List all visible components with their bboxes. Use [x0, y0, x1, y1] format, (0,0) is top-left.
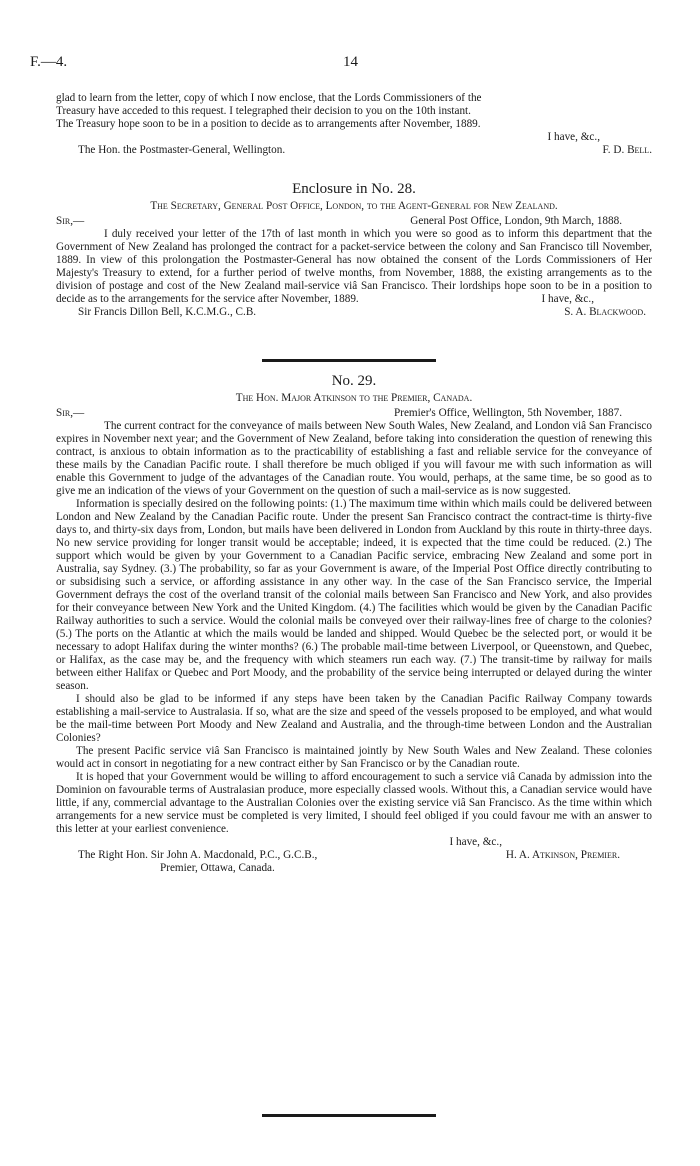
addressee-line-2: Premier, Ottawa, Canada.: [160, 862, 275, 874]
letter-line: Treasury have acceded to this request. I telegraphed their decision to you on the 10th instant.: [56, 105, 471, 117]
letter-body: I duly received your letter of the 17th of last month in which you were so good as to inform this department that the Government of New Zealand has prolonged the contract for a packet-service between the colony and San Francisco till November, 1889. In view of this prolongation the Postmaster-General has now obtained the consent of the Lords Commissioners of Her Majesty's Treasury to extend, for a further period of twelve months, from November, 1888, the existing arrangements as to the division of postage and cost of the New Zealand mail-service viâ San Francisco. Their lordships hope soon to be in a position to decide as to the arrangements for the service after November, 1889.: [56, 228, 652, 305]
section-divider: [262, 1114, 436, 1117]
document-reference: F.—4.: [30, 54, 68, 70]
closing: I have, &c.,: [541, 293, 594, 305]
letter-line: The Treasury hope soon to be in a position to decide as to arrangements after November, 1889.: [56, 118, 481, 130]
section-subtitle: The Hon. Major Atkinson to the Premier, Canada.: [235, 392, 473, 404]
enclosure-section: [56, 180, 652, 319]
addressee: The Hon. the Postmaster-General, Wellington.: [78, 144, 286, 156]
letter-no-29: [56, 372, 652, 875]
place-date: Premier's Office, Wellington, 5th November, 1887.: [394, 407, 622, 419]
top-letter: [56, 92, 652, 157]
closing: I have, &c.,: [547, 131, 600, 143]
section-subtitle: The Secretary, General Post Office, London, to the Agent-General for New Zealand.: [150, 200, 558, 212]
salutation: Sir,—: [56, 407, 85, 419]
closing: I have, &c.,: [449, 836, 502, 848]
paragraph: Information is specially desired on the following points: (1.) The maximum time within which mails could be delivered between London and New Zealand by the Canadian Pacific route. Under the present San Francisco contract the contract-time is thirty-five days to, and thirty-six days from, London, but mails have been delivered in London from Auckland by this route in thirty-three days. No new service providing for longer transit would be acceptable; indeed, it is expected that the time could be reduced. (2.) The support which would be given by your Government to a Canadian Pacific service, embracing New Zealand and some port in Australia, say Sydney. (3.) The probability, so far as your Government is aware, of the Imperial Post Office directly contributing to or subsidising such a service, or affording assistance in any other way. In the case of the San Francisco service, the Imperial Government defrays the cost of the overland transit of the colonial mails between San Francisco and New York, and also provides for their conveyance between New York and the United Kingdom. (4.) The facilities which would be given by the Canadian Pacific Railway authorities to such a service. Would the colonial mails be conveyed over their railway-lines free of charge to the colonies? (5.) The ports on the Atlantic at which the mails would be landed and shipped. Would Quebec be the selected port, or would it be necessary to adopt Halifax during the winter months? (6.) The probable mail-time between Liverpool, or Queenstown, and Quebec, or Halifax, as the case may be, and the frequency with which steamers run each way. (7.) The transit-time by railway for mails between either Halifax or Quebec and Port Moody, and the probability of the service being interrupted or delayed during the winter season.: [56, 498, 652, 692]
signature: S. A. Blackwood.: [564, 306, 646, 318]
page-number: 14: [343, 54, 358, 70]
section-heading: Enclosure in No. 28.: [292, 181, 416, 197]
place-date: General Post Office, London, 9th March, 1888.: [410, 215, 622, 227]
paragraph: The present Pacific service viâ San Francisco is maintained jointly by New South Wales and New Zealand. These colonies would act in consort in negotiating for a new contract either by San Francisco or by the Canadian route.: [56, 745, 652, 770]
salutation-row: [56, 407, 652, 420]
paragraph: The current contract for the conveyance of mails between New South Wales, New Zealand, and London viâ San Francisco expires in November next year; and the Government of New Zealand, before taking into consideration the question of renewing this contract, is anxious to obtain information as to the practicability of establishing a fast and reliable service for the conveyance of these mails by the Canadian Pacific route. I shall therefore be much obliged if you will favour me with such information as will enable this Government to judge of the advantages of the Canadian route. You would, perhaps, at the same time, be so good as to give me an indication of the views of your Government on the question of such a mail-service as is now suggested.: [56, 420, 652, 497]
addressee-signature-row: [56, 306, 652, 319]
letter-line: glad to learn from the letter, copy of which I now enclose, that the Lords Commissioners of the: [56, 92, 482, 104]
paragraph: I should also be glad to be informed if any steps have been taken by the Canadian Pacific Railway Company towards establishing a mail-service to Australasia. If so, what are the size and speed of the vessels proposed to be employed, and what would be the mail-time between Port Moody and New Zealand and Australia, and the through-time between London and the Australian Colonies?: [56, 693, 652, 744]
signature: F. D. Bell.: [602, 144, 652, 156]
paragraph: It is hoped that your Government would be willing to afford encouragement to such a service viâ Canada by admission into the Dominion on favourable terms of Australasian produce, more especially classed wools. Without this, a Canadian service would have little, if any, commercial advantage to the Australian Colonies over the existing service viâ San Francisco. As the time within which arrangements for a new service must be completed is very limited, I should feel obliged if you could favour me with an answer to this letter at your earliest convenience.: [56, 771, 652, 835]
addressee: Sir Francis Dillon Bell, K.C.M.G., C.B.: [78, 306, 257, 318]
salutation: Sir,—: [56, 215, 85, 227]
salutation-row: [56, 215, 652, 228]
section-divider: [262, 359, 436, 362]
addressee: The Right Hon. Sir John A. Macdonald, P.C., G.C.B.,: [78, 849, 318, 861]
addressee-signature-row: [56, 849, 652, 862]
section-heading: No. 29.: [331, 373, 377, 389]
addressee-signature-row: [56, 144, 652, 157]
signature: H. A. Atkinson, Premier.: [505, 849, 620, 861]
